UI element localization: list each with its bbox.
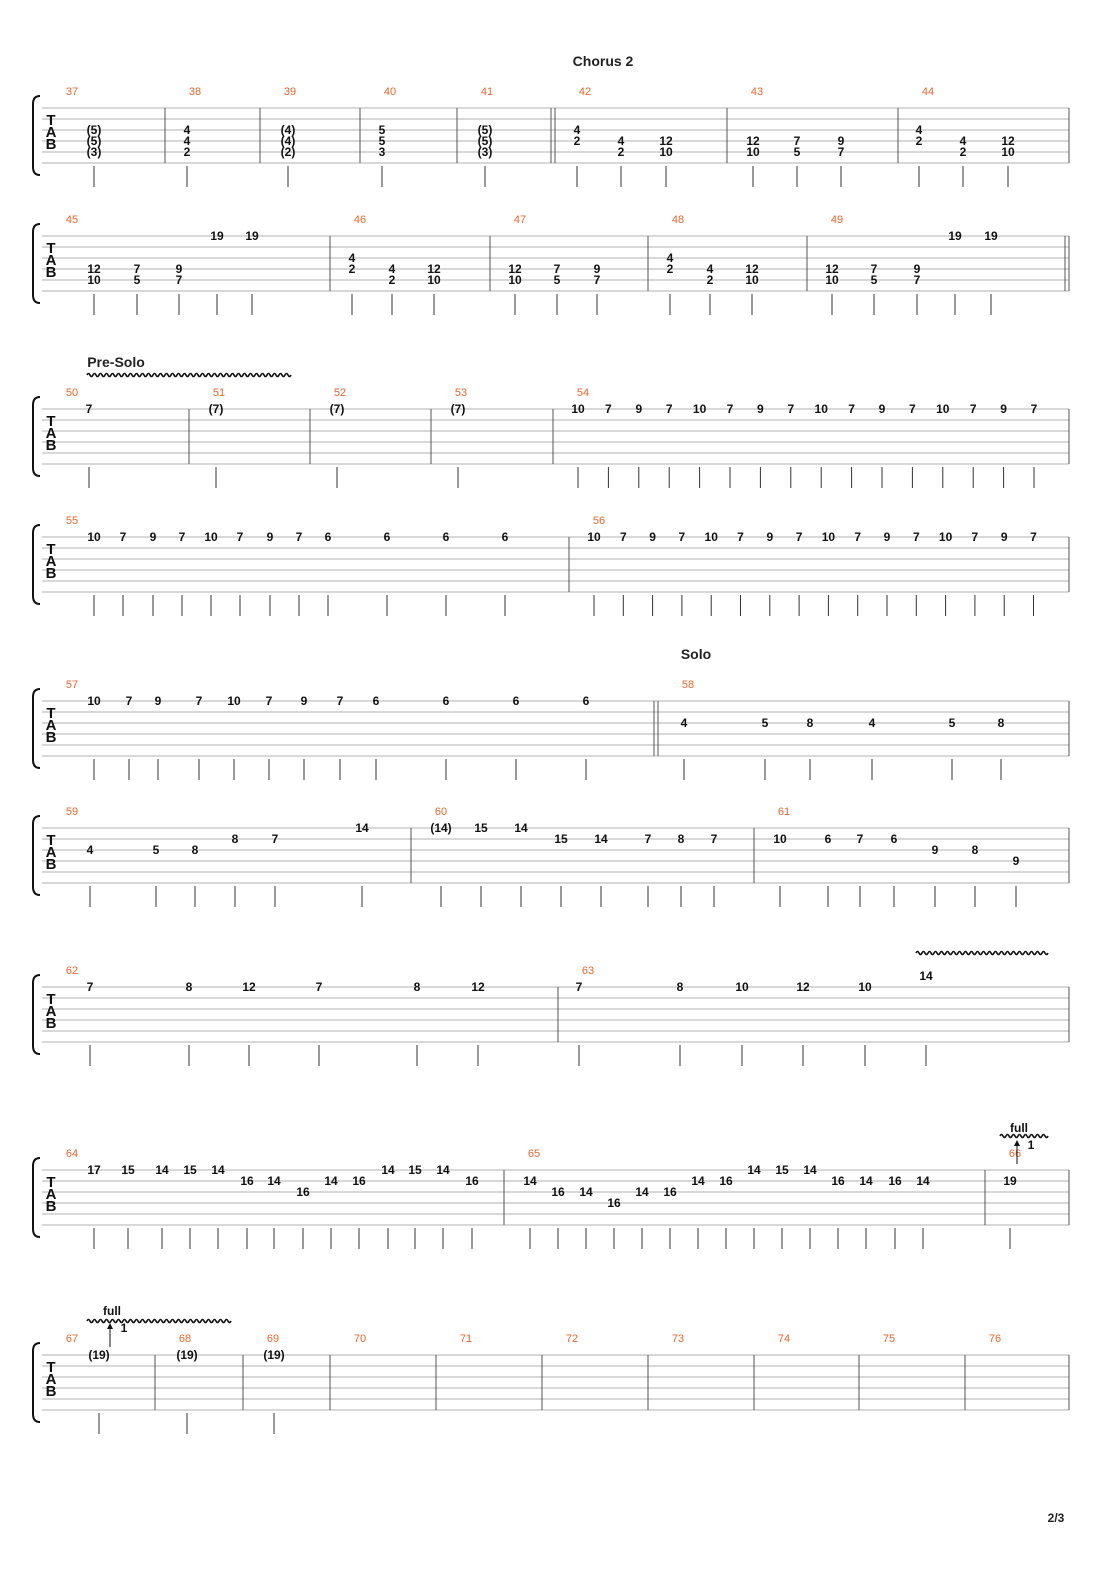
fret-number: 14 (267, 1174, 281, 1188)
fret-number: 6 (824, 832, 832, 846)
fret-number: 8 (806, 716, 814, 730)
bar-number: 63 (581, 965, 595, 977)
fret-number: (4) (280, 134, 296, 148)
staff-system (33, 374, 1069, 489)
fret-number: 9 (149, 530, 157, 544)
fret-number: 7 (870, 262, 878, 276)
fret-number: (2) (280, 145, 296, 159)
bar-number: 55 (65, 515, 79, 527)
fret-number: 7 (315, 980, 323, 994)
system-bracket (33, 689, 40, 768)
fret-number: 7 (86, 980, 94, 994)
fret-number: 15 (775, 1163, 789, 1177)
tab-clef-letter: B (45, 1383, 57, 1400)
tab-clef-letter: B (45, 264, 57, 281)
system-bracket (33, 1343, 40, 1422)
fret-number: 12 (508, 262, 522, 276)
fret-number: 7 (619, 530, 627, 544)
fret-number: 12 (1001, 134, 1015, 148)
fret-number: 14 (579, 1185, 593, 1199)
tab-clef-letter: T (46, 832, 56, 849)
vibrato-mark (916, 952, 1048, 955)
bar-number: 62 (65, 965, 79, 977)
fret-number: 10 (659, 145, 673, 159)
tab-clef-letter: B (45, 729, 57, 746)
tab-clef-letter: A (45, 124, 57, 141)
tab-clef-letter: A (45, 717, 57, 734)
fret-number: 10 (821, 530, 836, 544)
fret-number: 9 (766, 530, 774, 544)
fret-number: 7 (726, 402, 734, 416)
fret-number: 2 (706, 273, 714, 287)
system-bracket (33, 1158, 40, 1237)
bend-label: full (103, 1304, 121, 1318)
fret-number: 12 (427, 262, 441, 276)
fret-number: 10 (587, 530, 601, 544)
tab-clef-letter: A (45, 252, 57, 269)
fret-number: 8 (231, 832, 239, 846)
fret-number: 12 (796, 980, 810, 994)
fret-number: 10 (858, 980, 872, 994)
fret-number: 7 (854, 530, 862, 544)
fret-number: 16 (663, 1185, 677, 1199)
fret-number: 9 (837, 134, 845, 148)
system-bracket (33, 397, 40, 476)
fret-number: 7 (175, 273, 183, 287)
fret-number: 19 (984, 229, 998, 243)
bar-number: 61 (777, 806, 791, 818)
fret-number: 9 (1000, 402, 1007, 416)
fret-number: 10 (746, 145, 760, 159)
fret-number: 9 (154, 694, 162, 708)
fret-number: 10 (825, 273, 839, 287)
fret-number: 2 (959, 145, 967, 159)
fret-number: 8 (413, 980, 421, 994)
bar-number: 45 (65, 214, 79, 226)
bend-label: full (1010, 1121, 1028, 1135)
fret-number: 16 (465, 1174, 479, 1188)
fret-number: 10 (87, 694, 101, 708)
bar-number: 50 (65, 387, 79, 399)
fret-number: 4 (680, 716, 688, 730)
fret-number: 8 (677, 832, 685, 846)
fret-number: 7 (1030, 530, 1037, 544)
fret-number: 5 (870, 273, 878, 287)
fret-number: 14 (436, 1163, 450, 1177)
fret-number: 12 (825, 262, 839, 276)
bar-number: 67 (65, 1333, 79, 1345)
fret-number: 14 (211, 1163, 225, 1177)
fret-number: 10 (936, 402, 950, 416)
tab-clef-letter: T (46, 1359, 56, 1376)
fret-number: 5 (793, 145, 801, 159)
bar-number: 51 (212, 387, 226, 399)
fret-number: 7 (793, 134, 801, 148)
bend-amount: 1 (120, 1321, 128, 1335)
fret-number: 9 (300, 694, 308, 708)
bend-arrow-head (107, 1323, 113, 1329)
bar-number: 43 (750, 86, 764, 98)
fret-number: 7 (575, 980, 583, 994)
fret-number: 16 (831, 1174, 845, 1188)
system-bracket (33, 96, 40, 175)
fret-number: 9 (931, 843, 939, 857)
fret-number: 9 (175, 262, 183, 276)
fret-number: 12 (745, 262, 759, 276)
fret-number: 10 (87, 530, 101, 544)
tab-clef-letter: T (46, 240, 56, 257)
fret-number: 6 (512, 694, 520, 708)
fret-number: (3) (86, 145, 102, 159)
fret-number: 7 (125, 694, 133, 708)
bar-number: 48 (671, 214, 685, 226)
fret-number: 5 (378, 134, 386, 148)
fret-number: 10 (508, 273, 522, 287)
fret-number: 4 (915, 123, 923, 137)
bar-number: 64 (65, 1148, 79, 1160)
bar-number: 53 (454, 387, 468, 399)
fret-number: 6 (582, 694, 590, 708)
bar-number: 37 (65, 86, 79, 98)
fret-number: (14) (430, 821, 452, 835)
fret-number: 2 (573, 134, 581, 148)
tab-clef-letter: T (46, 991, 56, 1008)
tab-clef-letter: A (45, 1186, 57, 1203)
tab-clef-letter: B (45, 856, 57, 873)
fret-number: 12 (87, 262, 101, 276)
tab-clef-letter: T (46, 705, 56, 722)
tab-clef-letter: A (45, 1371, 57, 1388)
bar-number: 57 (65, 679, 79, 691)
fret-number: 4 (706, 262, 714, 276)
fret-number: 8 (997, 716, 1005, 730)
fret-number: 6 (890, 832, 898, 846)
fret-number: 14 (514, 821, 528, 835)
fret-number: 7 (265, 694, 273, 708)
fret-number: 14 (635, 1185, 649, 1199)
fret-number: 14 (355, 821, 369, 835)
fret-number: 7 (85, 402, 93, 416)
fret-number: 16 (888, 1174, 902, 1188)
fret-number: 19 (1003, 1174, 1017, 1188)
fret-number: 12 (242, 980, 256, 994)
fret-number: 12 (659, 134, 673, 148)
bar-number: 74 (777, 1333, 791, 1345)
bar-number: 56 (592, 515, 606, 527)
tab-clef-letter: B (45, 1015, 57, 1032)
fret-number: 8 (191, 843, 199, 857)
fret-number: 4 (183, 134, 191, 148)
fret-number: 9 (266, 530, 274, 544)
fret-number: 2 (666, 262, 674, 276)
fret-number: 7 (336, 694, 344, 708)
bar-number: 71 (459, 1333, 473, 1345)
fret-number: 2 (183, 145, 191, 159)
fret-number: 7 (271, 832, 279, 846)
fret-number: (19) (88, 1348, 110, 1362)
fret-number: 14 (594, 832, 608, 846)
fret-number: 4 (183, 123, 191, 137)
bend-arrow-head (1014, 1140, 1020, 1146)
fret-number: 9 (649, 530, 656, 544)
tab-clef-letter: A (45, 425, 57, 442)
vibrato-mark (87, 1320, 231, 1323)
fret-number: 7 (665, 402, 673, 416)
fret-number: 10 (227, 694, 241, 708)
fret-number: 4 (868, 716, 876, 730)
fret-number: 14 (523, 1174, 537, 1188)
bend-amount: 1 (1027, 1138, 1035, 1152)
fret-number: 12 (471, 980, 485, 994)
fret-number: 7 (644, 832, 652, 846)
fret-number: 10 (571, 402, 585, 416)
bar-number: 38 (188, 86, 202, 98)
staff-system (33, 689, 1069, 780)
bar-number: 41 (480, 86, 494, 98)
fret-number: 10 (814, 402, 828, 416)
bar-number: 49 (830, 214, 844, 226)
fret-number: 14 (381, 1163, 395, 1177)
tab-clef-letter: B (45, 1198, 57, 1215)
bar-number: 52 (333, 387, 347, 399)
fret-number: 2 (915, 134, 923, 148)
bar-number: 40 (383, 86, 397, 98)
tab-clef-letter: T (46, 413, 56, 430)
fret-number: 8 (971, 843, 979, 857)
fret-number: (5) (477, 134, 493, 148)
fret-number: 19 (245, 229, 259, 243)
bar-number: 39 (283, 86, 297, 98)
system-bracket (33, 816, 40, 895)
fret-number: 7 (236, 530, 244, 544)
bar-number: 76 (988, 1333, 1002, 1345)
vibrato-mark (87, 374, 291, 377)
fret-number: 19 (948, 229, 962, 243)
fret-number: 14 (691, 1174, 705, 1188)
bar-number: 58 (681, 679, 695, 691)
fret-number: (7) (450, 402, 466, 416)
fret-number: 5 (152, 843, 160, 857)
fret-number: 2 (617, 145, 625, 159)
fret-number: 7 (787, 402, 795, 416)
fret-number: 2 (348, 262, 356, 276)
fret-number: (7) (208, 402, 224, 416)
fret-number: 4 (348, 251, 356, 265)
fret-number: 14 (747, 1163, 761, 1177)
bar-number: 69 (266, 1333, 280, 1345)
fret-number: (19) (176, 1348, 198, 1362)
fret-number: (3) (477, 145, 493, 159)
fret-number: 14 (916, 1174, 930, 1188)
fret-number: 10 (692, 402, 707, 416)
fret-number: 9 (1000, 530, 1008, 544)
fret-number: 7 (971, 530, 979, 544)
fret-number: 16 (551, 1185, 565, 1199)
bar-number: 73 (671, 1333, 685, 1345)
fret-number: 16 (352, 1174, 366, 1188)
tab-clef-letter: T (46, 541, 56, 558)
fret-number: 4 (959, 134, 967, 148)
fret-number: 7 (856, 832, 864, 846)
page-number: 2/3 (1047, 1511, 1065, 1525)
fret-number: 4 (666, 251, 674, 265)
fret-number: 7 (913, 273, 921, 287)
fret-number: 14 (803, 1163, 817, 1177)
bar-number: 54 (576, 387, 590, 399)
fret-number: 7 (119, 530, 127, 544)
fret-number: (4) (280, 123, 296, 137)
bar-number: 59 (65, 806, 79, 818)
tab-clef-letter: T (46, 112, 56, 129)
bar-number: 72 (565, 1333, 579, 1345)
tab-clef-letter: A (45, 844, 57, 861)
bar-number: 60 (434, 806, 448, 818)
fret-number: (5) (86, 134, 102, 148)
fret-number: 7 (133, 262, 141, 276)
fret-number: 5 (133, 273, 141, 287)
bar-number: 46 (353, 214, 367, 226)
fret-number: (19) (263, 1348, 285, 1362)
fret-number: 14 (919, 969, 933, 983)
bar-number: 47 (513, 214, 527, 226)
section-label: Solo (680, 646, 712, 662)
fret-number: 7 (553, 262, 561, 276)
fret-number: 9 (1012, 854, 1020, 868)
fret-number: 9 (593, 262, 601, 276)
fret-number: 8 (185, 980, 193, 994)
bar-number: 44 (921, 86, 935, 98)
fret-number: 7 (912, 530, 920, 544)
staff-system (33, 952, 1069, 1067)
fret-number: 7 (593, 273, 601, 287)
fret-number: 7 (605, 402, 612, 416)
fret-number: 10 (745, 273, 759, 287)
fret-number: 15 (554, 832, 568, 846)
section-label: Chorus 2 (572, 53, 634, 69)
fret-number: (7) (329, 402, 345, 416)
bar-number: 66 (1008, 1148, 1022, 1160)
fret-number: 12 (746, 134, 760, 148)
fret-number: 10 (704, 530, 718, 544)
fret-number: 5 (378, 123, 386, 137)
fret-number: 4 (388, 262, 396, 276)
tab-clef-letter: B (45, 136, 57, 153)
fret-number: 19 (210, 229, 224, 243)
fret-number: 7 (909, 402, 916, 416)
tab-clef-letter: A (45, 553, 57, 570)
fret-number: 10 (427, 273, 441, 287)
fret-number: 15 (474, 821, 488, 835)
fret-number: 6 (442, 694, 450, 708)
fret-number: 3 (378, 145, 386, 159)
fret-number: 10 (773, 832, 787, 846)
bar-number: 70 (353, 1333, 367, 1345)
fret-number: 7 (678, 530, 686, 544)
fret-number: 15 (121, 1163, 135, 1177)
bar-number: 65 (527, 1148, 541, 1160)
tab-clef-letter: B (45, 437, 57, 454)
fret-number: 15 (183, 1163, 197, 1177)
fret-number: 10 (938, 530, 953, 544)
fret-number: 15 (408, 1163, 422, 1177)
section-label: Pre-Solo (87, 354, 145, 370)
fret-number: 14 (859, 1174, 873, 1188)
fret-number: 6 (324, 530, 332, 544)
fret-number: 9 (883, 530, 891, 544)
system-bracket (33, 975, 40, 1054)
fret-number: 7 (969, 402, 977, 416)
fret-number: 10 (735, 980, 749, 994)
fret-number: 10 (1001, 145, 1015, 159)
fret-number: 9 (757, 402, 764, 416)
fret-number: 16 (240, 1174, 254, 1188)
system-bracket (33, 525, 40, 604)
fret-number: 9 (635, 402, 643, 416)
tab-clef-letter: B (45, 565, 57, 582)
fret-number: 7 (178, 530, 186, 544)
fret-number: 4 (86, 843, 94, 857)
staff-system (33, 816, 1069, 907)
fret-number: 14 (155, 1163, 169, 1177)
fret-number: 9 (878, 402, 886, 416)
fret-number: 6 (501, 530, 509, 544)
fret-number: 17 (87, 1163, 101, 1177)
fret-number: 7 (848, 402, 855, 416)
fret-number: 16 (719, 1174, 733, 1188)
fret-number: 10 (204, 530, 218, 544)
fret-number: 16 (296, 1185, 310, 1199)
system-bracket (33, 224, 40, 303)
fret-number: 8 (676, 980, 684, 994)
tab-clef-letter: T (46, 1174, 56, 1191)
fret-number: 7 (710, 832, 718, 846)
fret-number: 9 (913, 262, 921, 276)
bar-number: 42 (578, 86, 592, 98)
bar-number: 75 (882, 1333, 896, 1345)
bar-number: 68 (178, 1333, 192, 1345)
fret-number: 5 (761, 716, 769, 730)
fret-number: 7 (837, 145, 845, 159)
fret-number: 10 (87, 273, 101, 287)
fret-number: 7 (737, 530, 744, 544)
tab-clef-letter: A (45, 1003, 57, 1020)
fret-number: 5 (948, 716, 956, 730)
fret-number: 6 (383, 530, 391, 544)
fret-number: 6 (442, 530, 450, 544)
fret-number: 2 (388, 273, 396, 287)
fret-number: 5 (553, 273, 561, 287)
fret-number: 7 (795, 530, 803, 544)
fret-number: 4 (617, 134, 625, 148)
fret-number: 7 (295, 530, 303, 544)
fret-number: 6 (372, 694, 380, 708)
fret-number: (5) (86, 123, 102, 137)
fret-number: 14 (324, 1174, 338, 1188)
fret-number: 7 (1030, 402, 1038, 416)
fret-number: 4 (573, 123, 581, 137)
fret-number: 7 (195, 694, 203, 708)
fret-number: (5) (477, 123, 493, 137)
fret-number: 16 (607, 1196, 621, 1210)
